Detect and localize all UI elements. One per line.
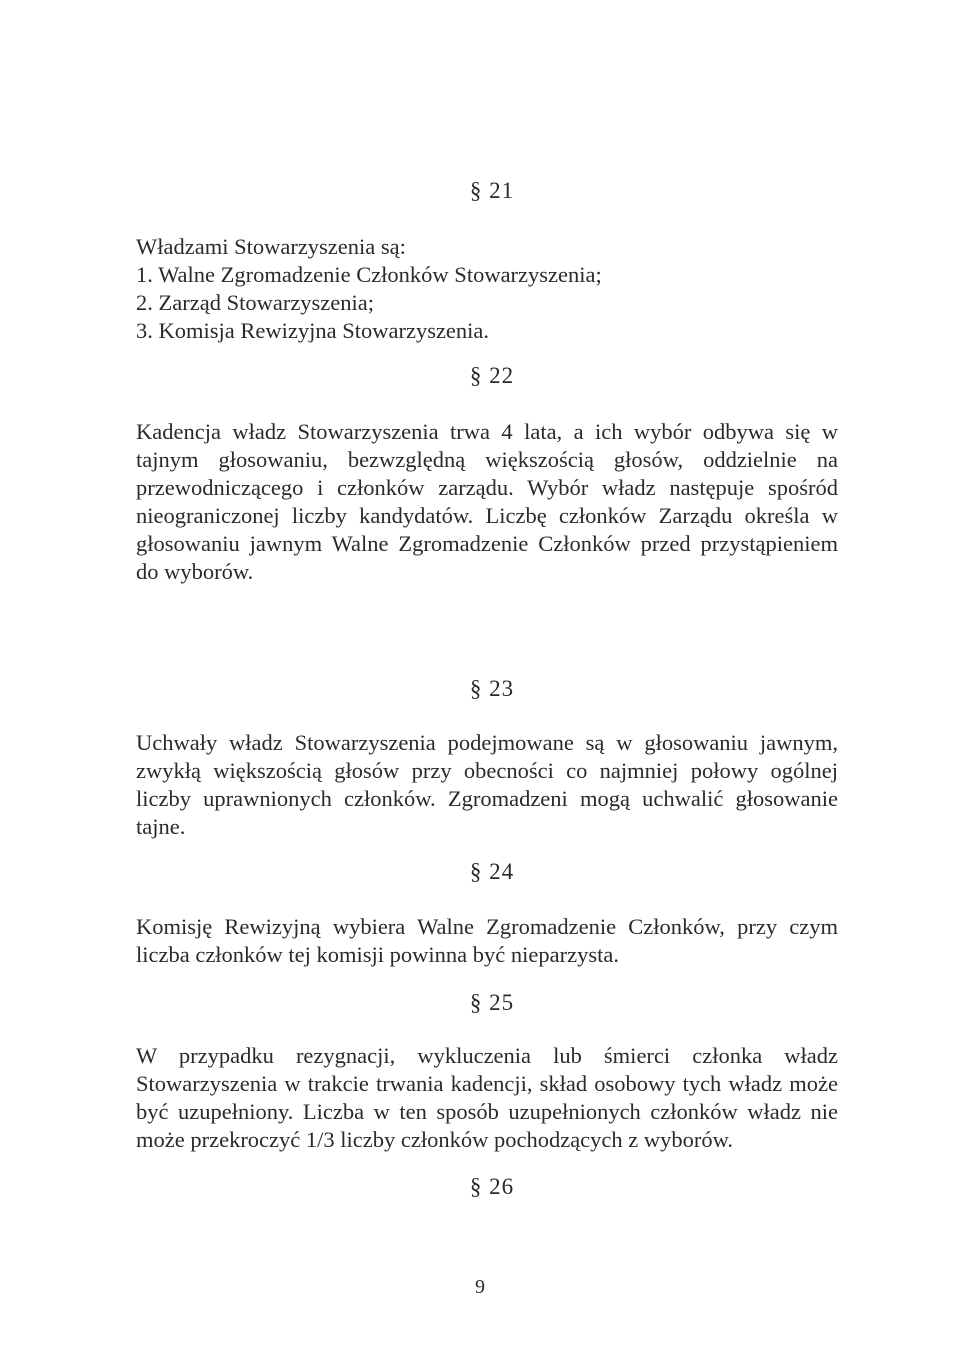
text-line: Stowarzyszenia w trakcie trwania kadencji, skład osobowy tych władz może xyxy=(136,1071,838,1096)
text-line: do wyborów. xyxy=(136,559,254,584)
text-line: być uzupełniony. Liczba w ten sposób uzupełnionych członków władz nie xyxy=(136,1099,838,1124)
text-line: nieograniczonej liczby kandydatów. Liczbę członków Zarządu określa w xyxy=(136,503,838,528)
list-item: 2. Zarząd Stowarzyszenia; xyxy=(136,290,375,315)
section-heading: § 21 xyxy=(469,178,515,203)
section-body xyxy=(136,729,838,841)
section-body xyxy=(136,913,838,969)
section-heading: § 25 xyxy=(469,990,515,1015)
section-heading: § 26 xyxy=(469,1174,515,1199)
section-heading: § 22 xyxy=(469,363,515,388)
text-line: liczba członków tej komisji powinna być nieparzysta. xyxy=(136,942,619,967)
text-line: zwykłą większością głosów przy obecności co najmniej połowy ogólnej xyxy=(136,758,838,783)
list-item: 3. Komisja Rewizyjna Stowarzyszenia. xyxy=(136,318,490,343)
section-body xyxy=(136,233,838,345)
list-item: 1. Walne Zgromadzenie Członków Stowarzyszenia; xyxy=(136,262,602,287)
section-body xyxy=(136,418,838,586)
text-line: Władzami Stowarzyszenia są: xyxy=(136,234,406,259)
text-line: W przypadku rezygnacji, wykluczenia lub śmierci członka władz xyxy=(136,1043,838,1068)
text-line: Kadencja władz Stowarzyszenia trwa 4 lata, a ich wybór odbywa się w xyxy=(136,419,838,444)
text-line: Uchwały władz Stowarzyszenia podejmowane są w głosowaniu jawnym, xyxy=(136,730,838,755)
text-line: przewodniczącego i członków zarządu. Wybór władz następuje spośród xyxy=(136,475,838,500)
section-heading: § 23 xyxy=(469,676,515,701)
text-line: tajnym głosowaniu, bezwzględną większością głosów, oddzielnie na xyxy=(136,447,838,472)
text-line: może przekroczyć 1/3 liczby członków pochodzących z wyborów. xyxy=(136,1127,734,1152)
section-body xyxy=(136,1042,838,1154)
text-line: liczby uprawnionych członków. Zgromadzeni mogą uchwalić głosowanie xyxy=(136,786,838,811)
section-heading: § 24 xyxy=(469,859,515,884)
text-line: głosowaniu jawnym Walne Zgromadzenie Członków przed przystąpieniem xyxy=(136,531,838,556)
page-number: 9 xyxy=(475,1276,485,1298)
text-line: Komisję Rewizyjną wybiera Walne Zgromadzenie Członków, przy czym xyxy=(136,914,838,939)
text-line: tajne. xyxy=(136,814,186,839)
